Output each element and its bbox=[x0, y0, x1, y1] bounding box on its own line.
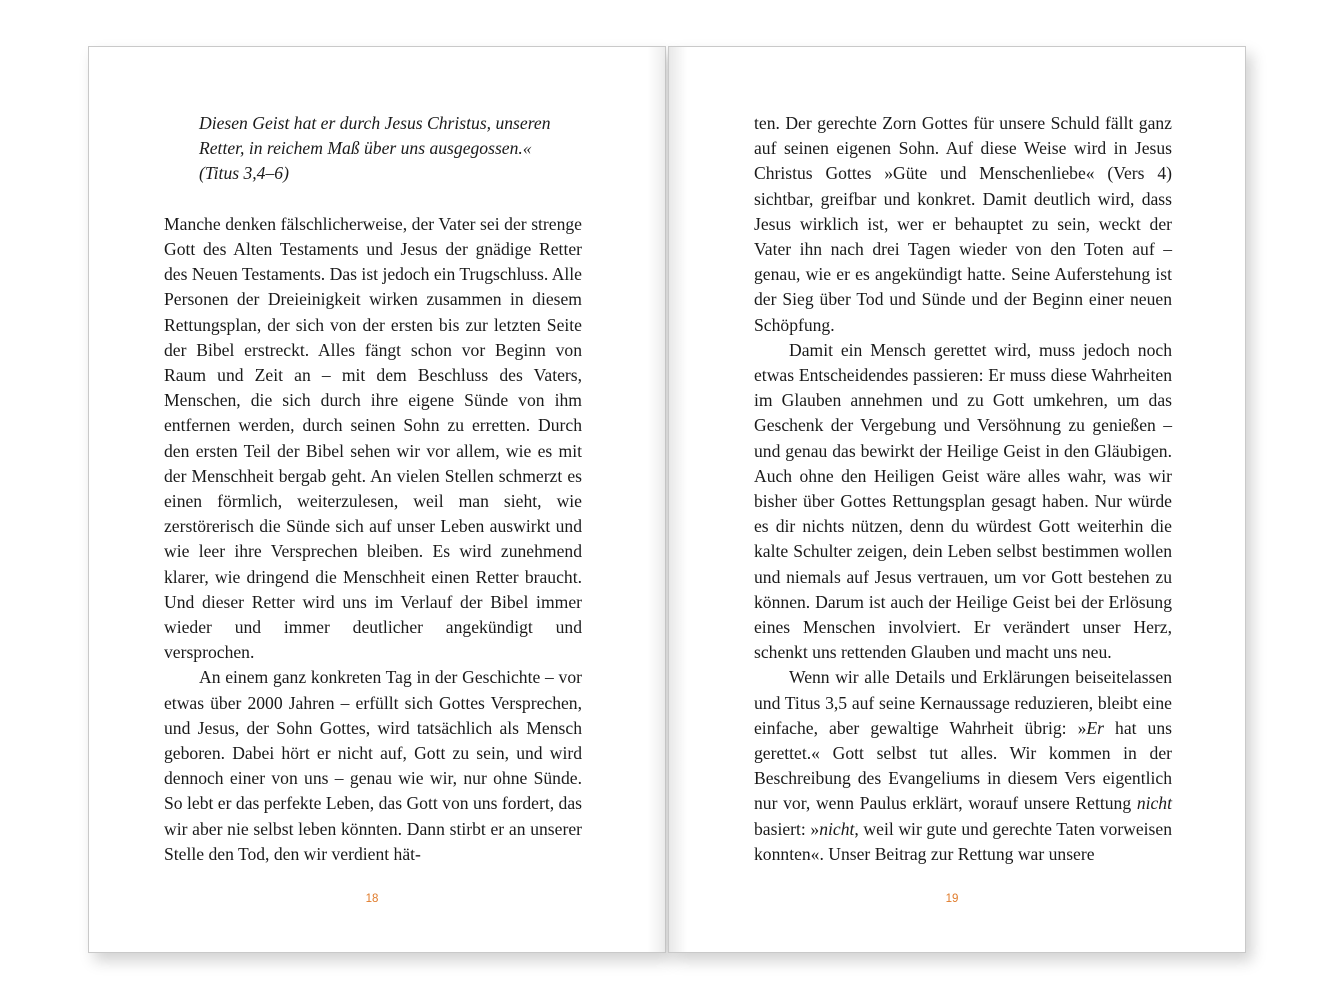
gutter-shadow bbox=[669, 47, 687, 952]
quote-line: Diesen Geist hat er durch Jesus Christus, unseren bbox=[199, 113, 551, 133]
quote-reference: (Titus 3,4–6) bbox=[199, 163, 289, 184]
emphasis: nicht bbox=[1136, 793, 1172, 814]
emphasis: Er bbox=[1086, 717, 1104, 738]
left-page-text bbox=[164, 111, 582, 867]
bible-quote bbox=[199, 111, 582, 187]
right-page bbox=[668, 46, 1246, 953]
paragraph: An einem ganz konkreten Tag in der Geschichte – vor etwas über 2000 Jahren – erfüllt sich Gottes Versprechen, und Jesus, der Sohn Gottes, wird tatsächlich als Mensch geboren. Dabei hört er nicht auf, Gott zu sein, und wird dennoch einer von uns – genau wie wir, nur ohne Sünde. So lebt er das perfekte Leben, das Gott von uns fordert, das wir aber nie selbst leben könnten. Dann stirbt er an unserer Stelle den Tod, den wir verdient hät- bbox=[164, 667, 582, 864]
left-page bbox=[88, 46, 666, 953]
quote-line: Retter, in reichem Maß über uns ausgegossen.« bbox=[199, 138, 532, 159]
paragraph: Damit ein Mensch gerettet wird, muss jedoch noch etwas Entscheidendes passieren: Er muss diese Wahrheiten im Glauben annehmen und zu Gott umkehren, um das Geschenk der Vergebung und Versöhnung zu genießen – und genau das bewirkt der Heilige Geist in den Gläubigen. Auch ohne den Heiligen Geist wäre alles wahr, was wir bisher über Gottes Rettungsplan gesagt haben. Nur würde es dir nichts nützen, denn du würdest Gott weiterhin die kalte Schulter zeigen, dein Leben selbst bestimmen wollen und niemals auf Jesus vertrauen, um vor Gott bestehen zu können. Darum ist auch der Heilige Geist bei der Erlösung eines Menschen involviert. Er verändert unser Herz, schenkt uns rettenden Glauben und macht uns neu. bbox=[754, 339, 1172, 663]
paragraph: ten. Der gerechte Zorn Gottes für unsere Schuld fällt ganz auf seinen eigenen Sohn. Auf diese Weise wird in Jesus Christus Gottes »Güte und Menschenliebe« (Vers 4) sichtbar, greifbar und konkret. Damit deutlich wird, dass Jesus wirklich ist, wer er behauptet zu sein, weckt der Vater ihn nach drei Tagen wieder von den Toten auf – genau, wie er es angekündigt hatte. Seine Auferstehung ist der Sieg über Tod und Sünde und der Beginn einer neuen Schöpfung. bbox=[754, 113, 1172, 335]
text-run: , weil wir gute und gerechte Taten vorweisen konnten«. Unser Beitrag zur Rettung war unsere bbox=[754, 818, 1173, 864]
gutter-shadow bbox=[647, 47, 665, 952]
text-run: hat uns gerettet.« Gott selbst tut alles. Wir kommen in der Beschreibung des Evangeliums in diesem Vers eigentlich nur vor, wenn Paulus erklärt, worauf unsere Rettung bbox=[754, 717, 1172, 814]
book-spread bbox=[88, 46, 1246, 953]
emphasis: nicht bbox=[819, 818, 855, 839]
text-run: Wenn wir alle Details und Erklärungen beiseitelassen und Titus 3,5 auf seine Kernaussage reduzieren, bleibt eine einfache, aber gewaltige Wahrheit übrig: » bbox=[754, 667, 1172, 738]
paragraph bbox=[754, 665, 1172, 867]
page-number: 19 bbox=[945, 893, 959, 905]
paragraph: Manche denken fälschlicherweise, der Vater sei der strenge Gott des Alten Testaments und Jesus der gnädige Retter des Neuen Testaments. Das ist jedoch ein Trugschluss. Alle Personen der Dreieinigkeit wirken zusammen in diesem Rettungsplan, der sich von der ersten bis zur letzten Seite der Bibel erstreckt. Alles fängt schon vor Beginn von Raum und Zeit an – mit dem Beschluss des Vaters, Menschen, die sich durch ihre eigene Sünde von ihm entfernen werden, durch seinen Sohn zu erretten. Durch den ersten Teil der Bibel sehen wir vor allem, wie es mit der Menschheit bergab geht. An vielen Stellen schmerzt es einen förmlich, weiterzulesen, weil man sieht, wie zerstörerisch die Sünde sich auf unser Leben auswirkt und wie leer ihre Versprechen bleiben. Es wird zunehmend klarer, wie dringend die Menschheit einen Retter braucht. Und dieser Retter wird uns im Verlauf der Bibel immer wieder und immer deutlicher angekündigt und versprochen. bbox=[164, 213, 582, 663]
page-number: 18 bbox=[365, 893, 379, 905]
right-page-text bbox=[754, 111, 1172, 867]
text-run: basiert: » bbox=[754, 818, 820, 839]
